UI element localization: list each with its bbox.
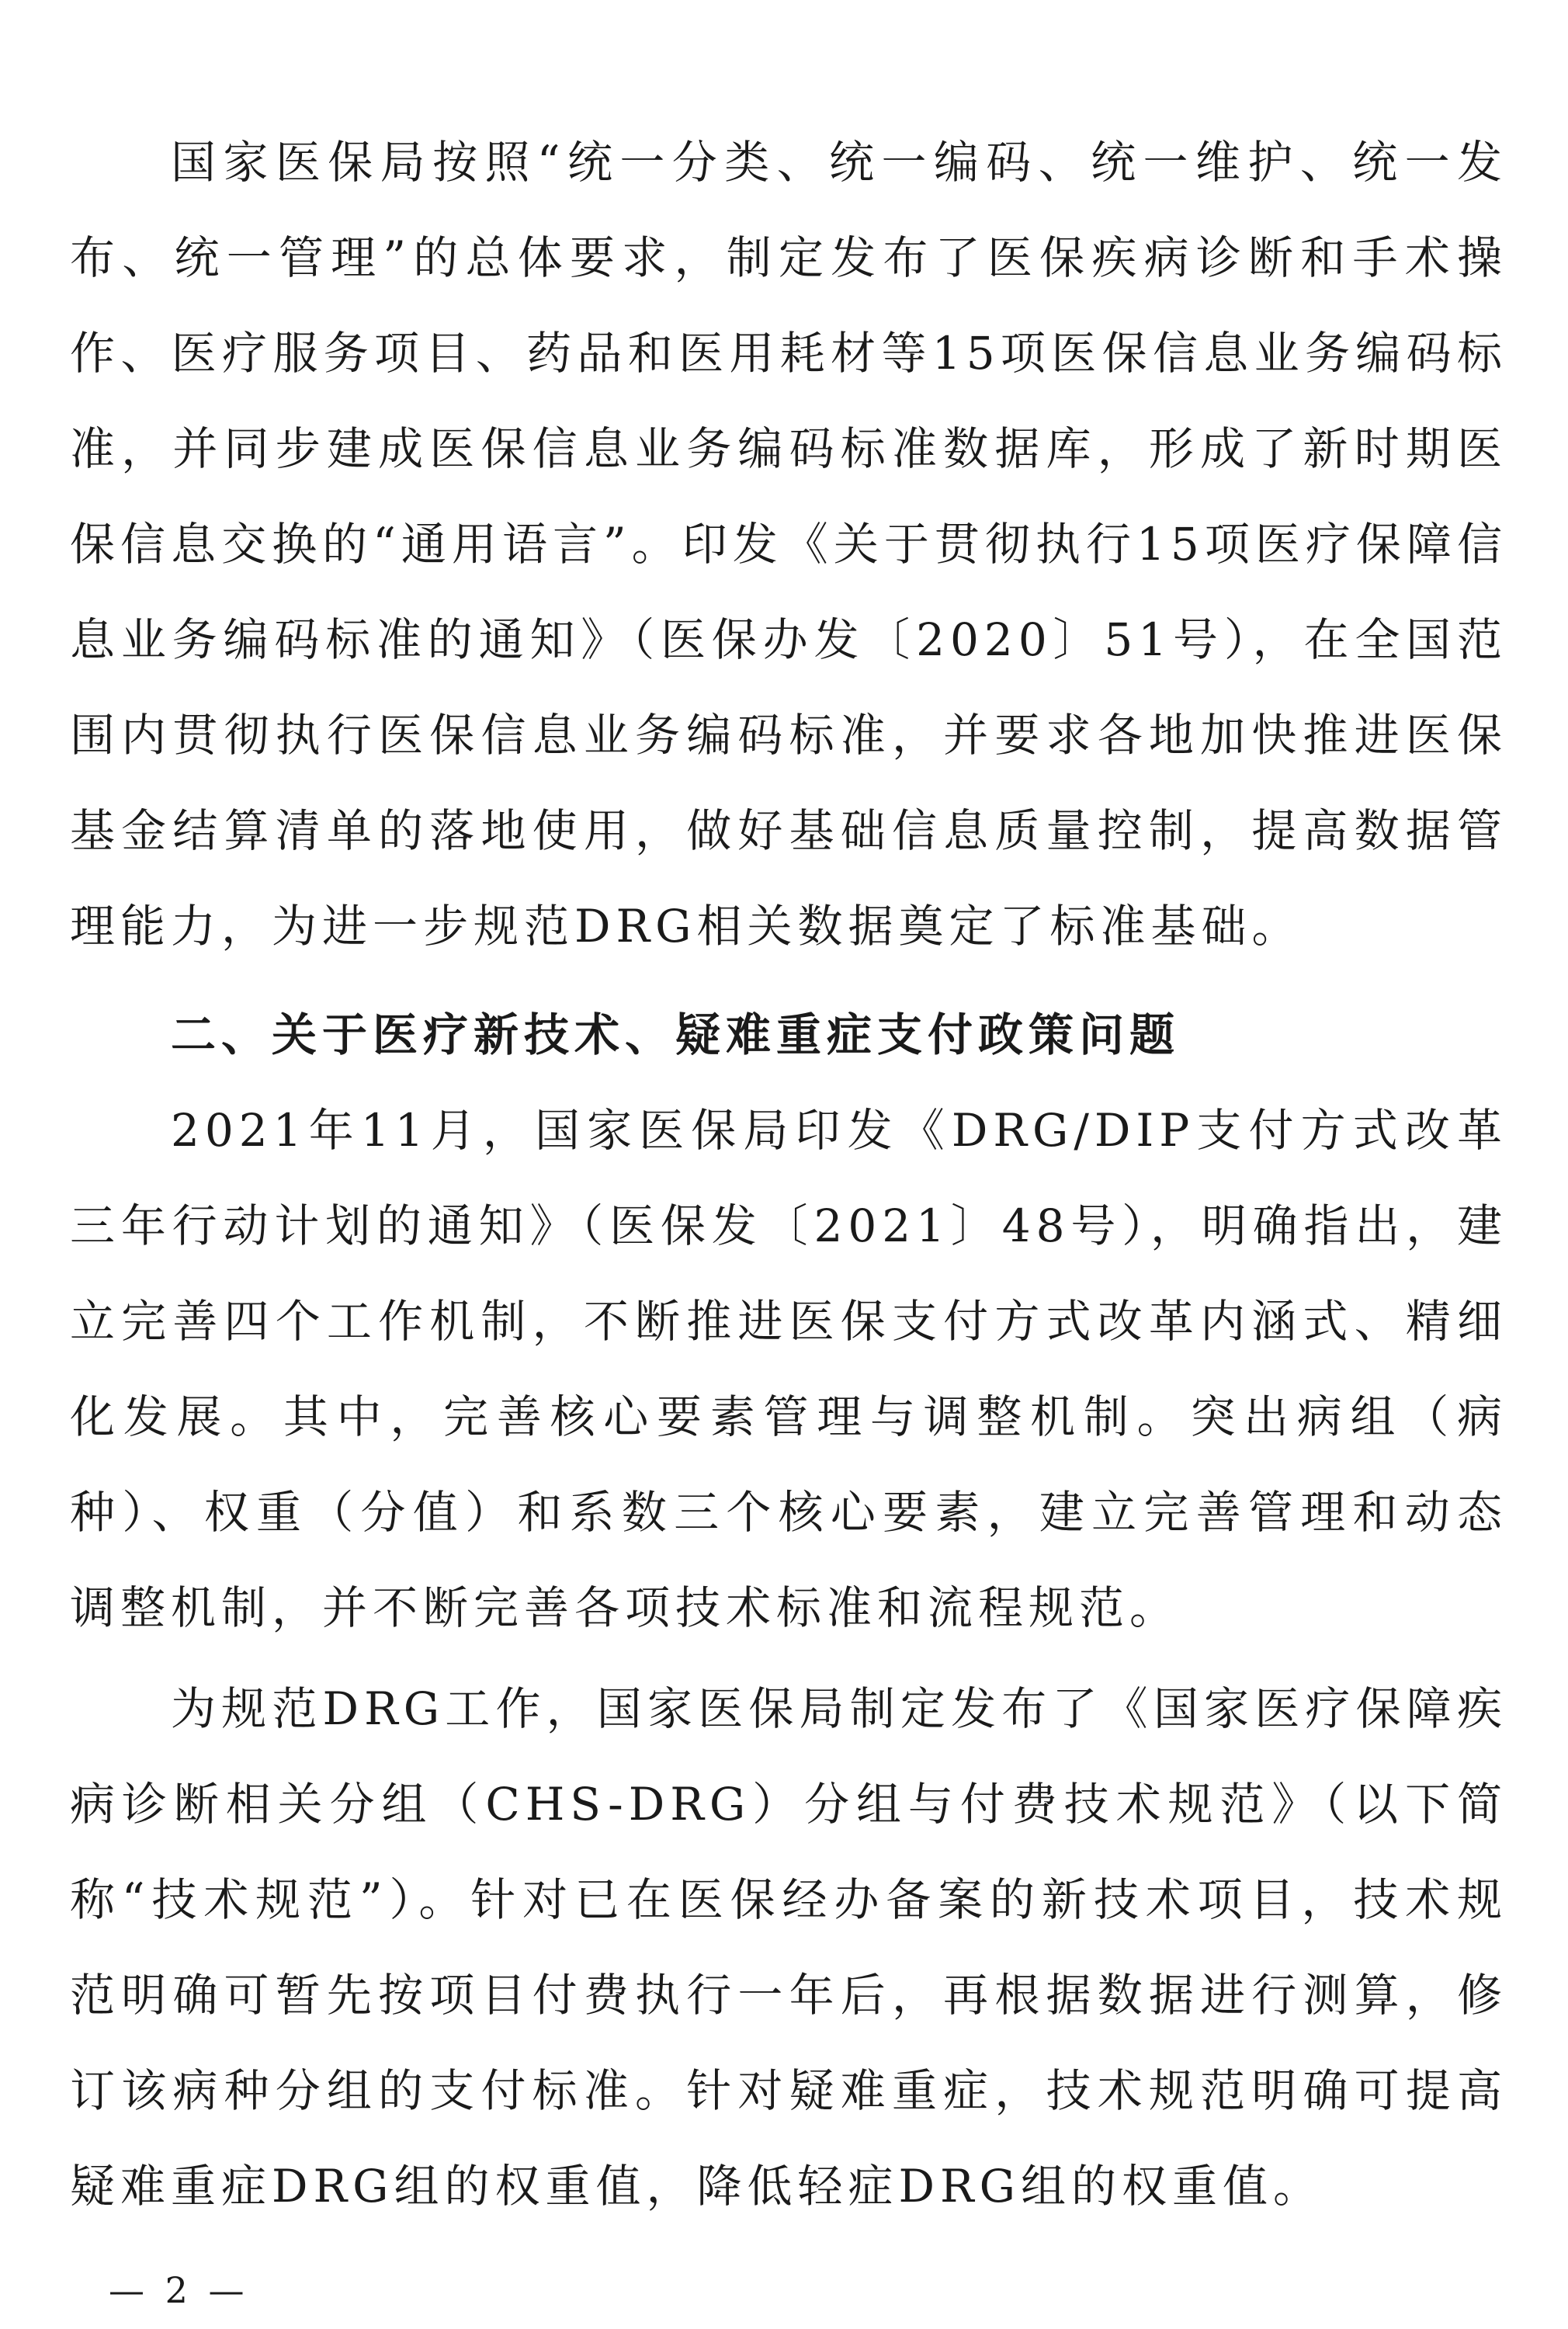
paragraph: 为规范DRG工作，国家医保局制定发布了《国家医疗保障疾病诊断相关分组（CHS-DRG）分组与付费技术规范》（以下简称“技术规范”）。针对已在医保经办备案的新技术项目，技术规范明确可暂先按项目付费执行一年后，再根据数据进行测算，修订该病种分组的支付标准。针对疑难重症，技术规范明确可提高疑难重症DRG组的权重值，降低轻症DRG组的权重值。 xyxy=(70,1682,1507,2213)
page-number: — 2 — xyxy=(109,2269,249,2311)
paragraph: 国家医保局按照“统一分类、统一编码、统一维护、统一发布、统一管理”的总体要求，制定发布了医保疾病诊断和手术操作、医疗服务项目、药品和医用耗材等15项医保信息业务编码标准，并同步建成医保信息业务编码标准数据库，形成了新时期医保信息交换的“通用语言”。印发《关于贯彻执行15项医疗保障信息业务编码标准的通知》（医保办发〔2020〕51号），在全国范围内贯彻执行医保信息业务编码标准，并要求各地加快推进医保基金结算清单的落地使用，做好基础信息质量控制，提高数据管理能力，为进一步规范DRG相关数据奠定了标准基础。 xyxy=(70,136,1507,953)
section-heading: 二、关于医疗新技术、疑难重症支付政策问题 xyxy=(171,1008,1181,1061)
paragraph: 2021年11月，国家医保局印发《DRG/DIP支付方式改革三年行动计划的通知》（医保发〔2021〕48号），明确指出，建立完善四个工作机制，不断推进医保支付方式改革内涵式、精细化发展。其中，完善核心要素管理与调整机制。突出病组（病种）、权重（分值）和系数三个核心要素，建立完善管理和动态调整机制，并不断完善各项技术标准和流程规范。 xyxy=(70,1104,1507,1634)
